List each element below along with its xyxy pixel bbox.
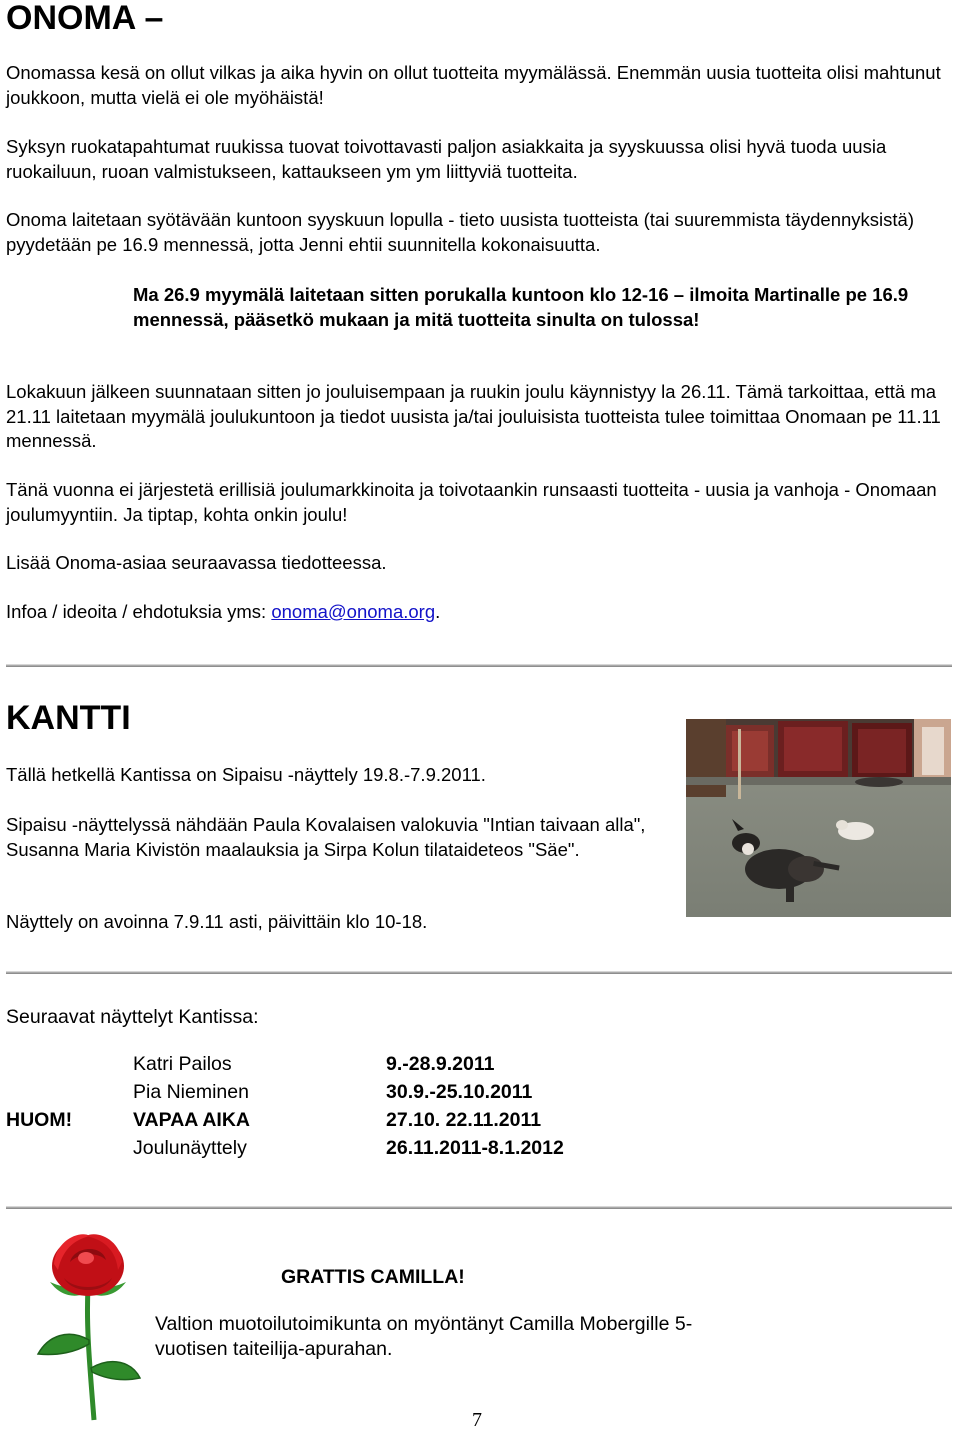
onoma-title: ONOMA –: [6, 0, 164, 37]
exhibition-row: [6, 1050, 706, 1078]
onoma-paragraph-6: Lisää Onoma-asiaa seuraavassa tiedotteessa.: [6, 552, 387, 573]
exhibition-dates: 30.9.-25.10.2011: [386, 1081, 533, 1103]
gratts-title: GRATTIS CAMILLA!: [281, 1266, 465, 1288]
exhibition-row: [6, 1134, 706, 1162]
kantti-paragraph-1: Tällä hetkellä Kantissa on Sipaisu -näyttely 19.8.-7.9.2011.: [6, 764, 486, 785]
page-number: 7: [472, 1409, 482, 1431]
dogs-photo: [686, 719, 951, 917]
rose-icon: [28, 1228, 148, 1423]
onoma-paragraph-1: Onomassa kesä on ollut vilkas ja aika hyvin on ollut tuotteita myymälässä. Enemmän uusia tuotteita olisi mahtunut joukkoon, mutta vielä ei ole myöhäistä!: [6, 62, 941, 108]
section-divider: [6, 664, 952, 667]
kantti-paragraph-3: Näyttely on avoinna 7.9.11 asti, päivittäin klo 10-18.: [6, 911, 428, 932]
onoma-paragraph-5: Tänä vuonna ei järjestetä erillisiä joulumarkkinoita ja toivotaankin runsaasti tuotteita - uusia ja vanhoja - Onomaan joulumyyntiin. Ja tiptap, kohta onkin joulu!: [6, 479, 937, 525]
exhibition-label: HUOM!: [6, 1109, 73, 1131]
exhibition-dates: 27.10. 22.11.2011: [386, 1109, 542, 1131]
gratts-text: Valtion muotoilutoimikunta on myöntänyt Camilla Mobergille 5-vuotisen taiteilija-apurahan.: [155, 1313, 693, 1360]
exhibition-dates: 26.11.2011-8.1.2012: [386, 1137, 564, 1159]
onoma-paragraph-4: Lokakuun jälkeen suunnataan sitten jo jouluisempaan ja ruukin joulu käynnistyy la 26.11. Tämä tarkoittaa, että ma 21.11 laitetaan myymälä joulukuntoon ja tiedot uusista ja/tai jouluisista tuotteista tulee toimittaa Onomaan pe 11.11 mennessä.: [6, 381, 941, 451]
onoma-info-line: [6, 600, 952, 625]
onoma-bold-note: Ma 26.9 myymälä laitetaan sitten porukalla kuntoon klo 12-16 – ilmoita Martinalle pe 16.9 mennessä, pääsetkö mukaan ja mitä tuotteita sinulta on tulossa!: [133, 284, 909, 330]
exhibition-row: [6, 1106, 706, 1134]
info-prefix: Infoa / ideoita / ehdotuksia yms:: [6, 601, 272, 622]
section-divider: [6, 1206, 952, 1209]
section-divider: [6, 971, 952, 974]
exhibition-name: Pia Nieminen: [133, 1081, 249, 1103]
exhibition-dates: 9.-28.9.2011: [386, 1053, 495, 1075]
exhibitions-heading: Seuraavat näyttelyt Kantissa:: [6, 1006, 259, 1028]
exhibition-name: Joulunäyttely: [133, 1137, 247, 1159]
onoma-paragraph-3: Onoma laitetaan syötävään kuntoon syyskuun lopulla - tieto uusista tuotteista (tai suuremmista täydennyksistä) pyydetään pe 16.9 mennessä, jotta Jenni ehtii suunnitella kokonaisuutta.: [6, 209, 914, 255]
kantti-title: KANTTI: [6, 699, 131, 737]
info-suffix: .: [435, 601, 441, 622]
onoma-email-link[interactable]: onoma@onoma.org: [271, 601, 436, 622]
onoma-paragraph-2: Syksyn ruokatapahtumat ruukissa tuovat toivottavasti paljon asiakkaita ja syyskuussa olisi hyvä tuoda uusia ruokailuun, ruoan valmistukseen, kattaukseen ym ym liittyviä tuotteita.: [6, 136, 887, 182]
exhibition-name: VAPAA AIKA: [133, 1109, 250, 1131]
exhibition-row: [6, 1078, 706, 1106]
exhibition-name: Katri Pailos: [133, 1053, 232, 1075]
kantti-paragraph-2: Sipaisu -näyttelyssä nähdään Paula Kovalaisen valokuvia "Intian taivaan alla", Susanna Maria Kivistön maalauksia ja Sirpa Kolun tilataideteos "Säe".: [6, 814, 646, 860]
